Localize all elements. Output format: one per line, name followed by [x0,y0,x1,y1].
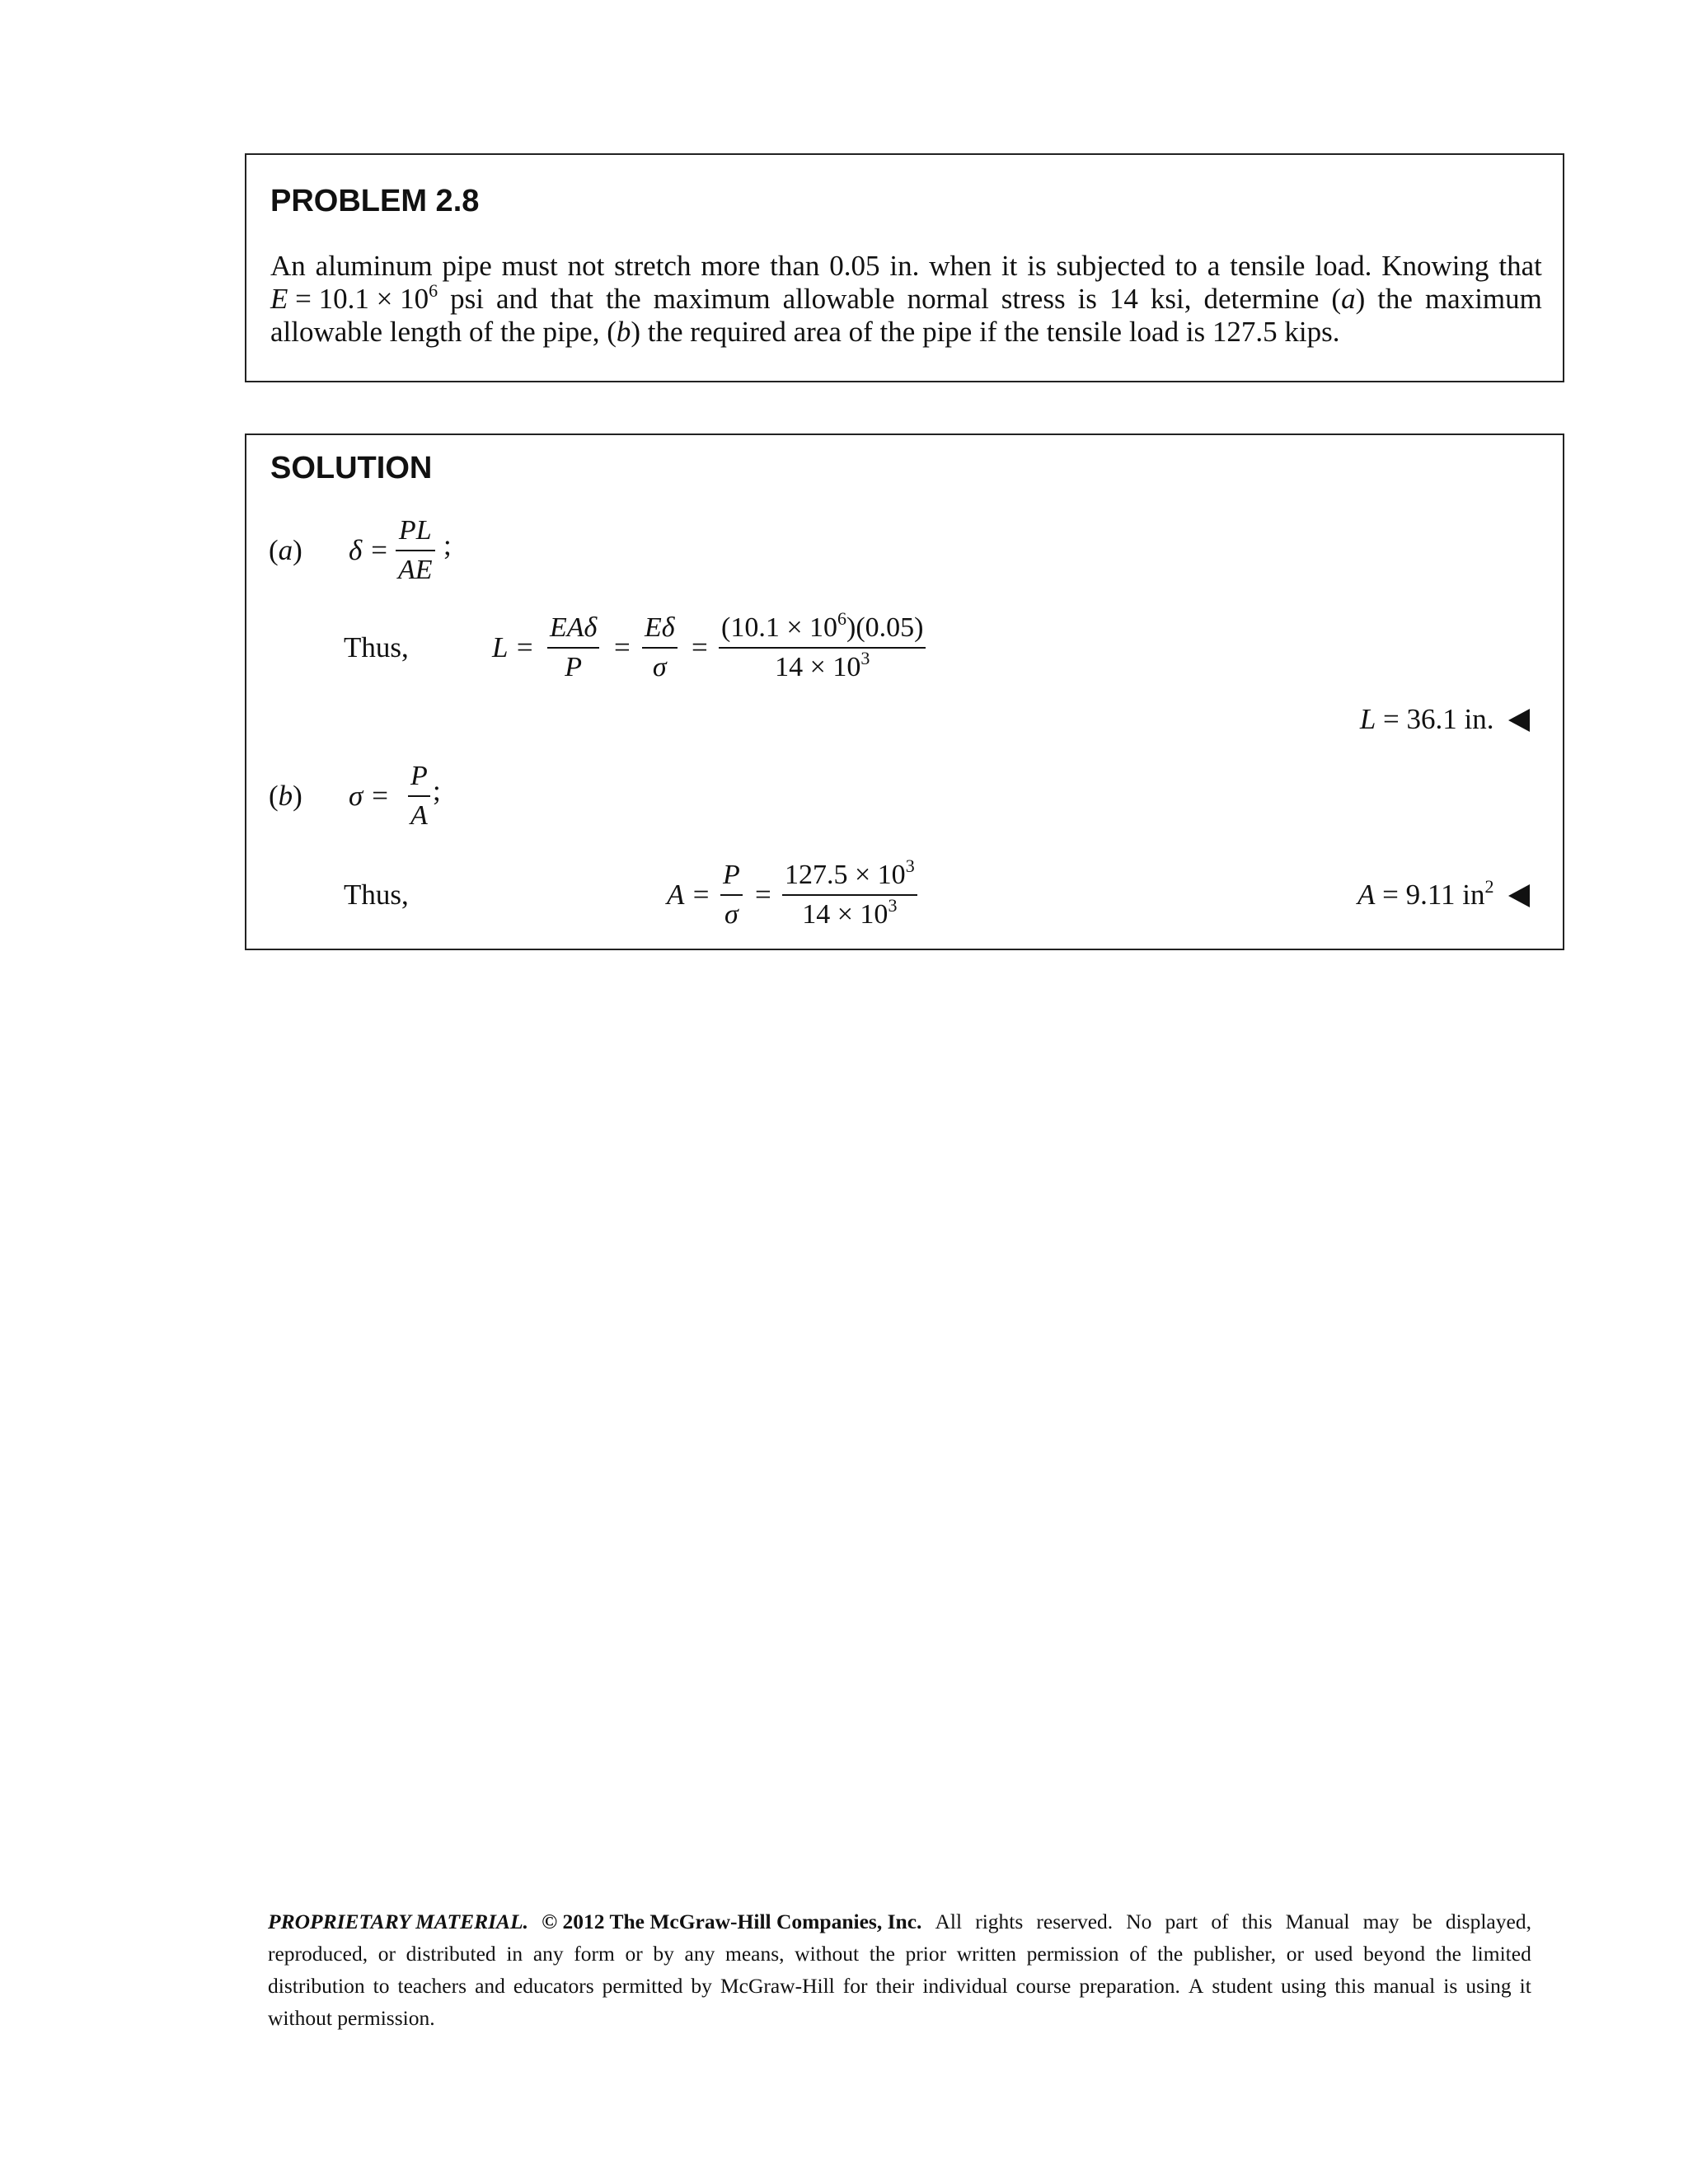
word: to [1175,250,1198,282]
answer-marker-icon [1508,709,1530,732]
word: any [532,1942,564,1966]
word: using [1281,1974,1327,1998]
delta-fraction: PL AE [396,517,435,584]
word: limited [1471,1942,1531,1966]
word: by [653,1942,674,1966]
problem-heading: PROBLEM 2.8 [270,184,480,218]
word: manual [1373,1974,1436,1998]
footer-line-3 [268,1970,1531,2002]
problem-line-1 [270,250,1542,283]
word: in [506,1942,523,1966]
word: 0.05 [829,250,880,282]
word: beyond [1363,1942,1426,1966]
word: normal [907,283,989,315]
word: reserved. [1036,1910,1114,1933]
word: ksi, [1150,283,1192,315]
word: is [1443,1974,1458,1998]
word: in. [889,250,920,282]
word: must [501,250,558,282]
word: to [373,1974,390,1998]
word: of [1129,1942,1147,1966]
modulus-expression: $E = 10.1 \times 10^6$ [270,280,438,315]
word: any [684,1942,715,1966]
answer-marker-icon [1508,884,1530,907]
word: or [1286,1942,1305,1966]
part-b-answer: A = 9.11 $in^2$ [1357,880,1530,909]
word: this [1334,1974,1366,1998]
word: load. [1315,250,1372,282]
proprietary-label: PROPRIETARY MATERIAL. [268,1910,528,1933]
word: that [1498,250,1542,282]
word: individual [922,1974,1008,1998]
word: a [1207,250,1221,282]
word: using [1465,1974,1512,1998]
word: Manual [1285,1910,1350,1933]
word: All [935,1910,963,1933]
copyright-company: © 2012 The McGraw-Hill Companies, Inc. [542,1910,922,1933]
word: is [1027,250,1047,282]
length-fraction-3: $(10.1 \times 10^6)(0.05)$ $14 \times 10^3$ [719,614,926,682]
word: used [1314,1942,1353,1966]
word: subjected [1056,250,1165,282]
word: determine [1203,283,1320,315]
problem-line-3: allowable length of the pipe, (b) the required area of the pipe if the tensile load is 127.5 kips. [270,316,1340,348]
word: psi [450,283,484,315]
word: permission [1026,1942,1119,1966]
word: rights [975,1910,1024,1933]
part-a-label: (a) [269,534,302,566]
delta-lhs: δ = [349,534,389,566]
word: written [956,1942,1016,1966]
word: be [1412,1910,1432,1933]
part-b-label: (b) [269,780,302,812]
word: their [875,1974,915,1998]
word: (a) [1331,283,1366,315]
word: that [550,283,593,315]
word: and [495,283,538,315]
word: or [377,1942,396,1966]
length-fraction-2: Eδ σ [642,614,678,682]
word: the [1157,1942,1184,1966]
word: this [1241,1910,1273,1933]
word: prior [905,1942,947,1966]
word: preparation. [1079,1974,1180,1998]
copyright-footer [268,1905,1531,2034]
word: pipe [442,250,492,282]
word: the [869,1942,895,1966]
part-a-thus: Thus, [344,631,409,663]
word: the [1377,283,1413,315]
word: it [1001,250,1018,282]
equals-sign: = [692,631,708,663]
word: is [1077,283,1097,315]
solution-box [245,434,1564,950]
word: maximum [1424,283,1542,315]
word: for [842,1974,868,1998]
word: distributed [406,1942,496,1966]
word: Knowing [1381,250,1489,282]
word: distribution [268,1974,365,1998]
sigma-fraction: P A [408,762,430,830]
word: stretch [614,250,692,282]
length-lhs: L = [492,631,535,663]
word: educators [513,1974,594,1998]
word: tensile [1230,250,1306,282]
word: teachers [397,1974,467,1998]
part-b-thus: Thus, [344,879,409,911]
word: student [1212,1974,1273,1998]
word: form [574,1942,615,1966]
part-a-answer: L = 36.1 in. [1360,705,1530,733]
word: not [567,250,605,282]
word: 14 [1109,283,1138,315]
word: aluminum [315,250,433,282]
length-fraction-1: EAδ P [547,614,599,682]
word: stress [1001,283,1066,315]
problem-line-2 [270,280,1542,316]
word: No [1126,1910,1152,1933]
area-fraction-2: $127.5 \times 10^3$ $14 \times 10^3$ [782,861,917,929]
word: maximum [653,283,771,315]
area-lhs: A = [667,879,711,911]
word: displayed, [1445,1910,1531,1933]
word: allowable [782,283,895,315]
word: McGraw-Hill [720,1974,835,1998]
word: A [1188,1974,1204,1998]
word: course [1015,1974,1071,1998]
word: without [795,1942,860,1966]
equals-sign: = [614,631,631,663]
word: and [475,1974,505,1998]
word: the [1435,1942,1461,1966]
word: publisher, [1193,1942,1277,1966]
word: than [770,250,820,282]
footer-line-1 [268,1905,1531,1938]
word: more [701,250,761,282]
area-fraction-1: P σ [720,861,743,929]
solution-heading: SOLUTION [270,451,433,485]
delta-semicolon: ; [443,529,452,561]
problem-statement [270,250,1542,349]
word: of [1211,1910,1229,1933]
sigma-lhs: σ = [349,780,390,812]
word: by [691,1974,712,1998]
word: reproduced, [268,1942,368,1966]
word: the [605,283,641,315]
word: permitted [602,1974,683,1998]
footer-line-4: without permission. [268,2006,435,2030]
footer-line-2 [268,1938,1531,1970]
word: part [1165,1910,1198,1933]
word: means, [725,1942,785,1966]
sigma-semicolon: ; [433,775,441,807]
problem-box [245,153,1564,382]
word: or [625,1942,643,1966]
equals-sign: = [755,879,771,911]
word: it [1519,1974,1531,1998]
word: An [270,250,306,282]
word: may [1362,1910,1400,1933]
word: when [929,250,992,282]
